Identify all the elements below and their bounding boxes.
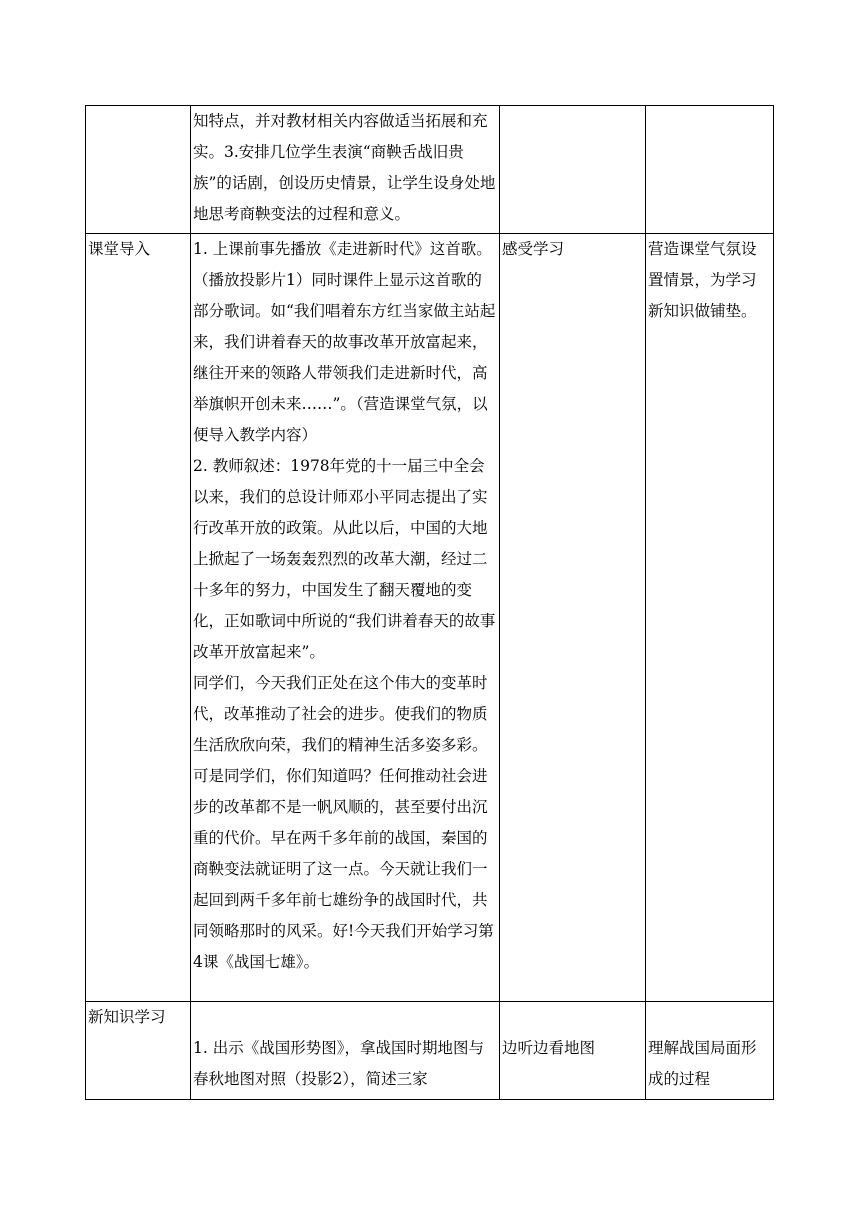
content-paragraph: 1. 上课前事先播放《走进新时代》这首歌。（播放投影片1）同时课件上显示这首歌的部分歌词。如“我们唱着东方红当家做主站起来，我们讲着春天的故事改革开放富起来，继往开来的领路人带领我们走进新时代，高举旗帜开创未来……”。（营造课堂气氛，以便导入教学内容）	[193, 240, 496, 444]
table-row	[86, 234, 774, 1002]
content-cell	[191, 1002, 500, 1100]
table-row	[86, 106, 774, 234]
stage-cell: 新知识学习	[86, 1002, 191, 1100]
content-cell	[191, 106, 500, 234]
design-intent-cell	[646, 106, 774, 234]
student-activity-cell	[500, 106, 646, 234]
stage-cell: 课堂导入	[86, 234, 191, 1002]
content-paragraph: 1. 出示《战国形势图》，拿战国时期地图与春秋地图对照（投影2），简述三家	[193, 1039, 484, 1088]
design-intent-cell: 营造课堂气氛设置情景，为学习新知识做铺垫。	[646, 234, 774, 1002]
content-paragraph: 2. 教师叙述：1978年党的十一届三中全会以来，我们的总设计师邓小平同志提出了实行改革开放的政策。从此以后，中国的大地上掀起了一场轰轰烈烈的改革大潮，经过二十多年的努力，中国发生了翻天覆地的变化，正如歌词中所说的“我们讲着春天的故事改革开放富起来”。	[193, 457, 496, 661]
lesson-plan-table	[85, 105, 774, 1100]
student-activity-cell: 感受学习	[500, 234, 646, 1002]
stage-cell	[86, 106, 191, 234]
content-paragraph: 知特点，并对教材相关内容做适当拓展和充实。3.安排几位学生表演“商鞅舌战旧贵族”的话剧，创设历史情景，让学生设身处地地思考商鞅变法的过程和意义。	[193, 112, 496, 223]
table-row	[86, 1002, 774, 1100]
content-paragraph: 同学们，今天我们正处在这个伟大的变革时代，改革推动了社会的进步。使我们的物质生活欣欣向荣，我们的精神生活多姿多彩。可是同学们，你们知道吗？任何推动社会进步的改革都不是一帆风顺的，甚至要付出沉重的代价。早在两千多年前的战国，秦国的商鞅变法就证明了这一点。今天就让我们一起回到两千多年前七雄纷争的战国时代，共同领略那时的风采。好!今天我们开始学习第4课《战国七雄》。	[193, 674, 494, 971]
design-intent-text: 理解战国局面形成的过程	[648, 1039, 757, 1088]
student-activity-text: 边听边看地图	[502, 1039, 596, 1057]
design-intent-cell	[646, 1002, 774, 1100]
student-activity-cell	[500, 1002, 646, 1100]
content-cell	[191, 234, 500, 1002]
